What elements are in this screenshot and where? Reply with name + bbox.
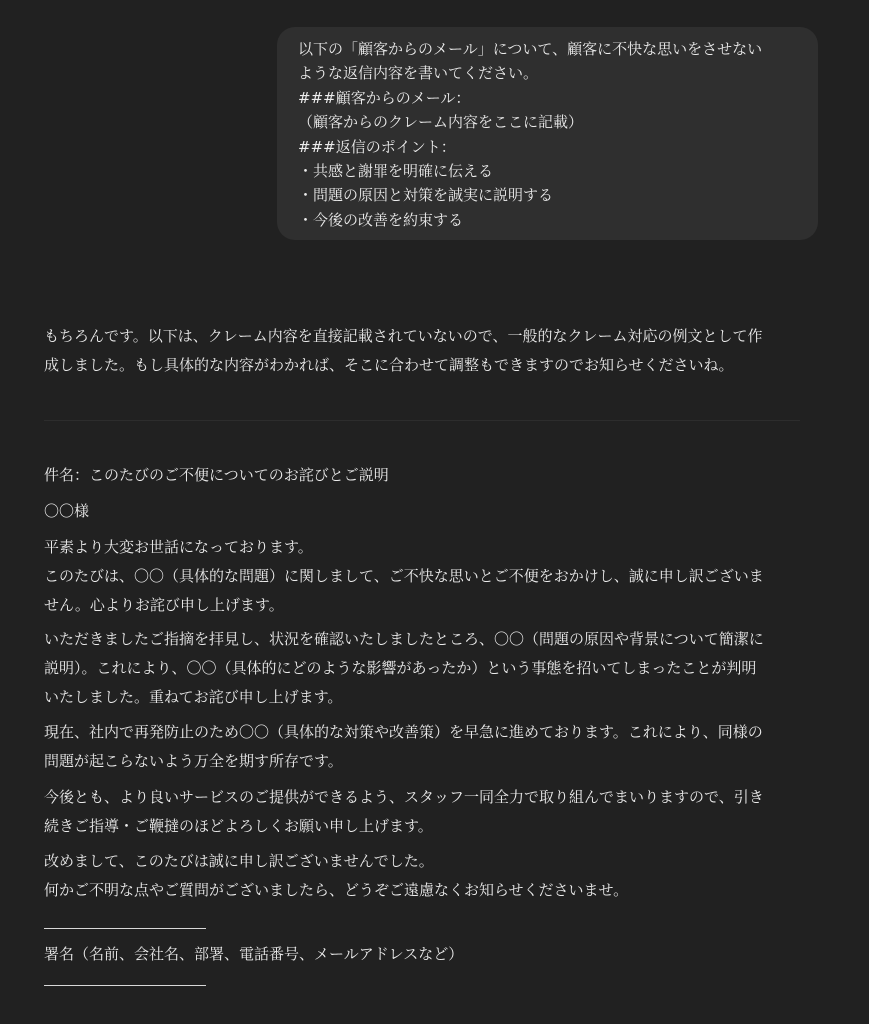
email-paragraph-3 [44, 718, 814, 776]
intro-line: もちろんです。以下は、クレーム内容を直接記載されていないので、一般的なクレーム対応の例文として作 [44, 327, 763, 345]
email-subject [44, 461, 814, 490]
paragraph-line: 説明）。これにより、〇〇（具体的にどのような影響があったか）という事態を招いてしまったことが判明 [44, 659, 757, 677]
paragraph-line: 現在、社内で再発防止のため〇〇（具体的な対策や改善策）を早急に進めております。これにより、同様の [44, 723, 763, 741]
paragraph-line: 平素より大変お世話になっております。 [44, 538, 313, 556]
addressee-line: 〇〇様 [44, 502, 90, 520]
intro-line: 成しました。もし具体的な内容がわかれば、そこに合わせて調整もできますのでお知らせくださいね。 [44, 356, 734, 374]
section-divider [44, 420, 800, 421]
user-message-line: ・今後の改善を約束する [298, 210, 464, 229]
subject-line: 件名：このたびのご不便についてのお詫びとご説明 [44, 466, 389, 484]
paragraph-line: いただきましたご指摘を拝見し、状況を確認いたしましたところ、〇〇（問題の原因や背景について簡潔に [44, 630, 764, 648]
user-message-line: ・問題の原因と対策を誠実に説明する [298, 186, 554, 205]
email-paragraph-1 [44, 533, 814, 620]
email-paragraph-5 [44, 847, 814, 905]
email-addressee [44, 497, 814, 526]
signature-rule-top [44, 928, 206, 929]
signature-line: 署名（名前、会社名、部署、電話番号、メールアドレスなど） [44, 945, 464, 963]
paragraph-line: いたしました。重ねてお詫び申し上げます。 [44, 688, 343, 706]
email-paragraph-4 [44, 783, 814, 841]
user-message-line: ・共感と謝罪を明確に伝える [298, 161, 494, 180]
paragraph-line: このたびは、〇〇（具体的な問題）に関しまして、ご不快な思いとご不便をおかけし、誠に申し訳ございま [44, 567, 764, 585]
signature-rule-bottom [44, 985, 206, 986]
user-message-line: 以下の「顧客からのメール」について、顧客に不快な思いをさせない [298, 40, 763, 58]
user-message-line: ###顧客からのメール： [298, 88, 471, 107]
user-message-line: ###返信のポイント： [298, 137, 456, 156]
email-signature [44, 940, 814, 969]
paragraph-line: 問題が起こらないよう万全を期す所存です。 [44, 752, 343, 770]
user-message-bubble [277, 27, 818, 240]
paragraph-line: せん。心よりお詫び申し上げます。 [44, 596, 284, 614]
paragraph-line: 改めまして、このたびは誠に申し訳ございませんでした。 [44, 852, 434, 870]
assistant-intro [44, 322, 814, 380]
email-paragraph-2 [44, 625, 814, 712]
user-message-line: （顧客からのクレーム内容をここに記載） [298, 113, 584, 132]
paragraph-line: 続きご指導・ご鞭撻のほどよろしくお願い申し上げます。 [44, 817, 433, 835]
paragraph-line: 何かご不明な点やご質問がございましたら、どうぞご遠慮なくお知らせくださいませ。 [44, 881, 629, 899]
user-message-line: ような返信内容を書いてください。 [298, 64, 539, 83]
paragraph-line: 今後とも、より良いサービスのご提供ができるよう、スタッフ一同全力で取り組んでまいりますので、引き [44, 788, 764, 806]
